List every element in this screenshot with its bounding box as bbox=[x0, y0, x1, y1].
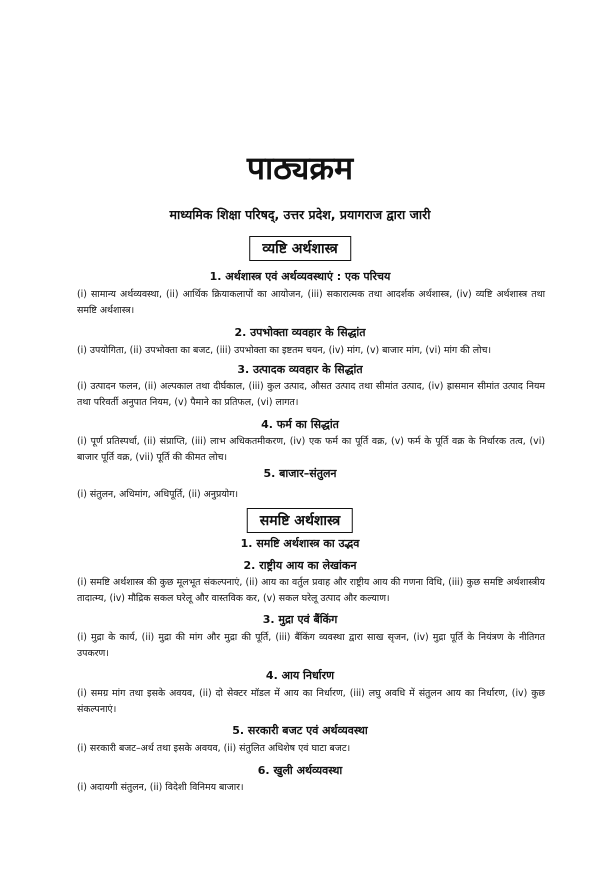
unit-text: (i) उत्पादन फलन, (ii) अल्पकाल तथा दीर्घकाल, (iii) कुल उत्पाद, औसत उत्पाद तथा सीमांत उत्पाद, (iv) ह्रासमान सीमांत उत्पाद नियम तथा परिवर्ती अनुपात नियम, (v) पैमाने का प्रतिफल, (vi) लागत। bbox=[77, 381, 545, 408]
unit-heading: 1. समष्टि अर्थशास्त्र का उद्भव bbox=[240, 537, 360, 550]
unit-text: (i) अदायगी संतुलन, (ii) विदेशी विनिमय बाजार। bbox=[77, 782, 244, 793]
unit-heading: 4. आय निर्धारण bbox=[265, 669, 335, 682]
unit-text: (i) समग्र मांग तथा इसके अवयव, (ii) दो सेक्टर मॉडल में आय का निर्धारण, (iii) लघु अवधि में संतुलन आय का निर्धारण, (iv) कुछ संकल्पनाएं। bbox=[77, 688, 545, 715]
page-title: पाठ्यक्रम bbox=[246, 149, 354, 187]
unit-text: (i) सामान्य अर्थव्यवस्था, (ii) आर्थिक क्रियाकलापों का आयोजन, (iii) सकारात्मक तथा आदर्शक अर्थशास्त्र, (iv) व्यष्टि अर्थशास्त्र तथा समष्टि अर्थशास्त्र। bbox=[77, 289, 545, 316]
section-title-micro: व्यष्टि अर्थशास्त्र bbox=[249, 236, 351, 261]
unit-heading: 6. खुली अर्थव्यवस्था bbox=[257, 764, 343, 777]
section-title-macro: समष्टि अर्थशास्त्र bbox=[247, 508, 353, 533]
unit-heading: 2. राष्ट्रीय आय का लेखांकन bbox=[243, 559, 357, 572]
unit-heading: 5. बाजार–संतुलन bbox=[263, 467, 337, 480]
page-subtitle: माध्यमिक शिक्षा परिषद्, उत्तर प्रदेश, प्रयागराज द्वारा जारी bbox=[169, 207, 431, 222]
unit-heading: 3. उत्पादक व्यवहार के सिद्धांत bbox=[237, 363, 363, 376]
unit-text: (i) समष्टि अर्थशास्त्र की कुछ मूलभूत संकल्पनाएं, (ii) आय का वर्तुल प्रवाह और राष्ट्रीय आय की गणना विधि, (iii) कुछ समष्टि अर्थशास्त्रीय तादात्म्य, (iv) मौद्रिक सकल घरेलू और वास्तविक कर, (v) सकल घरेलू उत्पाद और कल्याण। bbox=[77, 577, 545, 604]
unit-text: (i) संतुलन, अधिमांग, अधिपूर्ति, (ii) अनुप्रयोग। bbox=[77, 489, 239, 500]
unit-text: (i) पूर्ण प्रतिस्पर्धा, (ii) संप्राप्ति, (iii) लाभ अधिकतमीकरण, (iv) एक फर्म का पूर्ति वक्र, (v) फर्म के पूर्ति वक्र के निर्धारक तत्व, (vi) बाजार पूर्ति वक्र, (vii) पूर्ति की कीमत लोच। bbox=[77, 436, 545, 463]
unit-heading: 2. उपभोक्ता व्यवहार के सिद्धांत bbox=[234, 326, 366, 339]
unit-text: (i) उपयोगिता, (ii) उपभोक्ता का बजट, (iii) उपभोक्ता का इष्टतम चयन, (iv) मांग, (v) बाजार मांग, (vi) मांग की लोच। bbox=[77, 345, 492, 356]
unit-heading: 4. फर्म का सिद्धांत bbox=[261, 418, 339, 431]
unit-heading: 1. अर्थशास्त्र एवं अर्थव्यवस्थाएं : एक परिचय bbox=[209, 270, 391, 283]
unit-text: (i) सरकारी बजट–अर्थ तथा इसके अवयव, (ii) संतुलित अधिशेष एवं घाटा बजट। bbox=[77, 743, 351, 754]
unit-heading: 5. सरकारी बजट एवं अर्थव्यवस्था bbox=[232, 724, 368, 737]
unit-heading: 3. मुद्रा एवं बैंकिंग bbox=[262, 613, 338, 626]
unit-text: (i) मुद्रा के कार्य, (ii) मुद्रा की मांग और मुद्रा की पूर्ति, (iii) बैंकिंग व्यवस्था द्वारा साख सृजन, (iv) मुद्रा पूर्ति के नियंत्रण के नीतिगत उपकरण। bbox=[77, 632, 545, 659]
